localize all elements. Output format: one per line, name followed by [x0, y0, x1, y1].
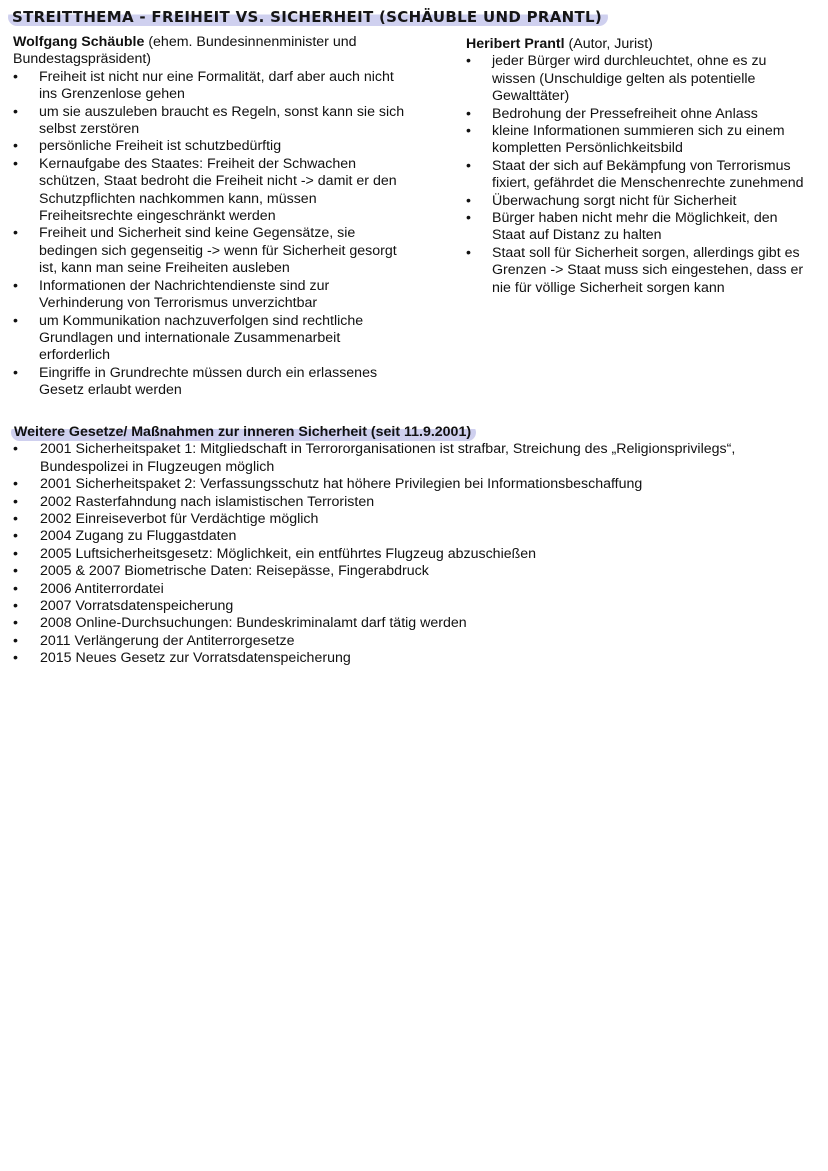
prantl-heading	[466, 36, 806, 53]
measures-heading: Weitere Gesetze/ Maßnahmen zur inneren Sicherheit (seit 11.9.2001)	[11, 424, 476, 441]
measure-item: • 2002 Rasterfahndung nach islamistischen Terroristen	[13, 494, 813, 511]
measure-item: • 2008 Online-Durchsuchungen: Bundeskriminalamt darf tätig werden	[13, 615, 813, 632]
prantl-point: • Staat soll für Sicherheit sorgen, allerdings gibt es Grenzen -> Staat muss sich eingestehen, dass er nie für völlige Sicherheit sorgen kann	[466, 245, 806, 297]
measure-item: • 2001 Sicherheitspaket 2: Verfassungsschutz hat höhere Privilegien bei Informationsbeschaffung	[13, 476, 813, 493]
measure-item: • 2001 Sicherheitspaket 1: Mitgliedschaft in Terrororganisationen ist strafbar, Streichung des „Religionsprivilegs“, Bundespolizei in Flugzeugen möglich	[13, 441, 813, 476]
page-title: STREITTHEMA - FREIHEIT VS. SICHERHEIT (SCHÄUBLE UND PRANTL)	[8, 8, 608, 26]
schaeuble-point: • um sie auszuleben braucht es Regeln, sonst kann sie sich selbst zerstören	[13, 104, 413, 139]
schaeuble-points	[13, 69, 413, 400]
schaeuble-point: • Eingriffe in Grundrechte müssen durch ein erlassenes Gesetz erlaubt werden	[13, 365, 413, 400]
schaeuble-heading	[13, 34, 413, 69]
measure-item: • 2005 & 2007 Biometrische Daten: Reisepässe, Fingerabdruck	[13, 563, 813, 580]
prantl-point: • jeder Bürger wird durchleuchtet, ohne es zu wissen (Unschuldige gelten als potentielle Gewalttäter)	[466, 53, 806, 105]
measures-section	[13, 424, 813, 668]
schaeuble-point: • Kernaufgabe des Staates: Freiheit der Schwachen schützen, Staat bedroht die Freiheit nicht -> damit er den Schutzpflichten nachkommen kann, müssen Freiheitsrechte eingeschränkt werden	[13, 156, 413, 226]
schaeuble-point: • Informationen der Nachrichtendienste sind zur Verhinderung von Terrorismus unverzichtbar	[13, 278, 413, 313]
measures-list	[13, 441, 813, 667]
measure-item: • 2002 Einreiseverbot für Verdächtige möglich	[13, 511, 813, 528]
schaeuble-role: (ehem. Bundesinnenminister und Bundestagspräsident)	[13, 34, 357, 68]
schaeuble-point: • persönliche Freiheit ist schutzbedürftig	[13, 138, 413, 155]
schaeuble-point: • um Kommunikation nachzuverfolgen sind rechtliche Grundlagen und internationale Zusammenarbeit erforderlich	[13, 313, 413, 365]
prantl-point: • Überwachung sorgt nicht für Sicherheit	[466, 193, 806, 210]
measure-item: • 2015 Neues Gesetz zur Vorratsdatenspeicherung	[13, 650, 813, 667]
schaeuble-point: • Freiheit ist nicht nur eine Formalität, darf aber auch nicht ins Grenzenlose gehen	[13, 69, 413, 104]
prantl-points	[466, 53, 806, 297]
measure-item: • 2006 Antiterrordatei	[13, 581, 813, 598]
measure-item: • 2011 Verlängerung der Antiterrorgesetze	[13, 633, 813, 650]
prantl-role: (Autor, Jurist)	[564, 36, 653, 52]
schaeuble-column	[13, 34, 413, 400]
prantl-column	[466, 36, 806, 297]
prantl-name: Heribert Prantl	[466, 36, 565, 52]
prantl-point: • Bedrohung der Pressefreiheit ohne Anlass	[466, 106, 806, 123]
prantl-point: • Staat der sich auf Bekämpfung von Terrorismus fixiert, gefährdet die Menschenrechte zunehmend	[466, 158, 806, 193]
measure-item: • 2004 Zugang zu Fluggastdaten	[13, 528, 813, 545]
schaeuble-point: • Freiheit und Sicherheit sind keine Gegensätze, sie bedingen sich gegenseitig -> wenn für Sicherheit gesorgt ist, kann man seine Freiheiten ausleben	[13, 225, 413, 277]
measure-item: • 2007 Vorratsdatenspeicherung	[13, 598, 813, 615]
schaeuble-name: Wolfgang Schäuble	[13, 34, 145, 50]
prantl-point: • kleine Informationen summieren sich zu einem kompletten Persönlichkeitsbild	[466, 123, 806, 158]
measure-item: • 2005 Luftsicherheitsgesetz: Möglichkeit, ein entführtes Flugzeug abzuschießen	[13, 546, 813, 563]
prantl-point: • Bürger haben nicht mehr die Möglichkeit, den Staat auf Distanz zu halten	[466, 210, 806, 245]
